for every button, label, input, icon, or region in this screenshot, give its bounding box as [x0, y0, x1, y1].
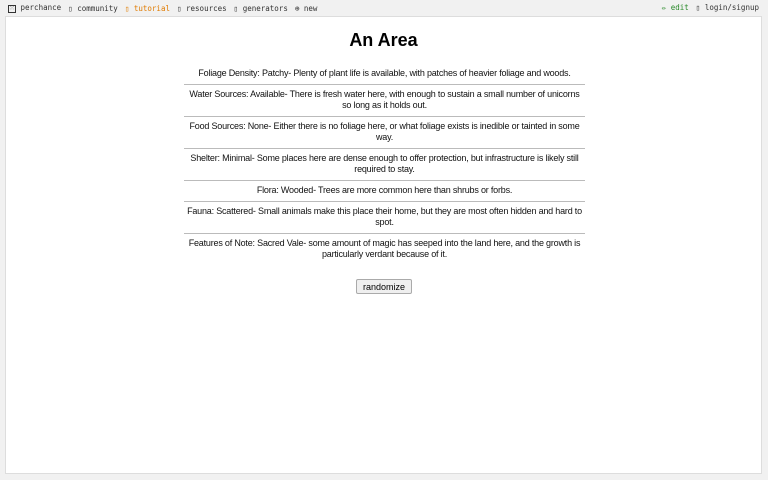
nav-resources[interactable]: ▯ resources — [176, 3, 227, 13]
nav-label: new — [303, 3, 318, 13]
nav-label: generators — [242, 3, 288, 13]
nav-community[interactable]: ▯ community — [68, 3, 118, 13]
list-item: Foliage Density: Patchy- Plenty of plant life is available, with patches of heavier foliage and woods. — [184, 64, 585, 85]
nav-edit[interactable] — [662, 3, 689, 12]
list-item: Water Sources: Available- There is fresh water here, with enough to sustain a small number of unicorns so long as it holds out. — [184, 85, 585, 117]
list-item: Food Sources: None- Either there is no foliage here, or what foliage exists is inedible or tainted in some way. — [184, 117, 585, 149]
nav-label: tutorial — [133, 3, 170, 13]
list-item: Shelter: Minimal- Some places here are dense enough to offer protection, but infrastructure is likely still required to stay. — [184, 149, 585, 181]
nav-label: resources — [186, 3, 227, 13]
pencil-icon: ✏ — [661, 3, 667, 12]
list-item: Fauna: Scattered- Small animals make this place their home, but they are most often hidden and hard to spot. — [184, 202, 585, 234]
nav-new[interactable] — [295, 4, 318, 13]
area-list — [184, 64, 585, 265]
top-nav — [0, 0, 768, 16]
nav-label: login/signup — [704, 3, 759, 12]
output-panel — [5, 16, 762, 474]
dice-icon: ⁙ — [9, 5, 15, 12]
nav-generators[interactable]: ▯ generators — [233, 3, 288, 13]
randomize-button[interactable]: randomize — [356, 279, 412, 294]
nav-perchance[interactable] — [8, 3, 61, 13]
nav-tutorial[interactable]: ▯ tutorial — [124, 3, 170, 13]
plus-circle-icon: ⊕ — [294, 3, 300, 13]
list-item: Features of Note: Sacred Vale- some amount of magic has seeped into the land here, and the growth is particularly verdant because of it. — [188, 238, 581, 259]
list-item: Flora: Wooded- Trees are more common here than shrubs or forbs. — [184, 181, 585, 202]
nav-label: edit — [670, 3, 689, 12]
nav-label: perchance — [20, 3, 62, 12]
nav-label: community — [77, 3, 118, 13]
page-title: An Area — [349, 30, 418, 50]
nav-login[interactable]: ▯ login/signup — [695, 3, 759, 12]
